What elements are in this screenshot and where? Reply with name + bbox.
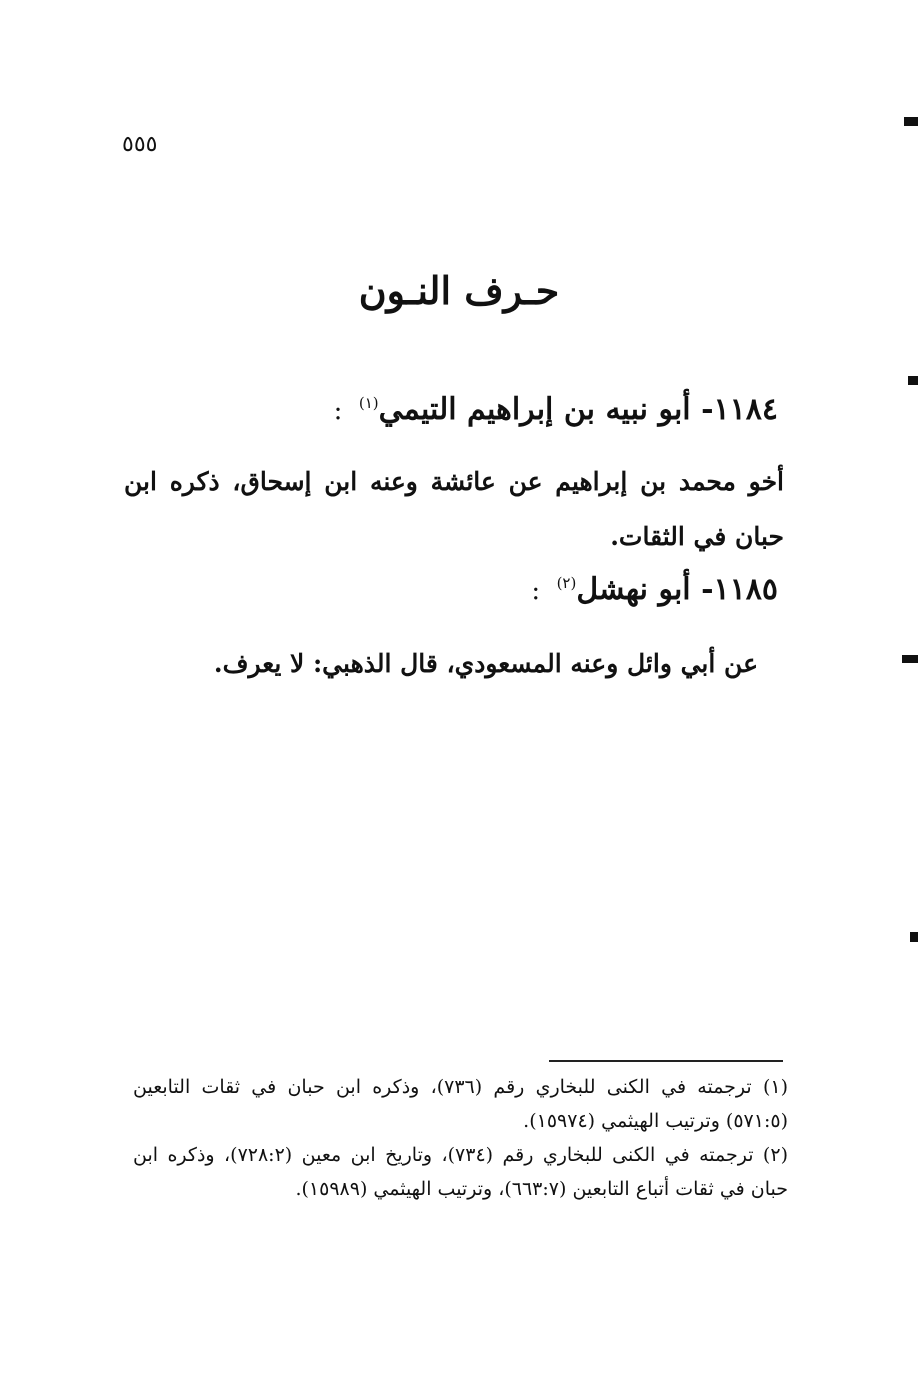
entry-name: أبو نهشل bbox=[576, 572, 691, 607]
footnote-ref: (٢) bbox=[556, 574, 577, 592]
scan-edge-mark bbox=[904, 117, 918, 126]
entry-name: أبو نبيه بن إبراهيم التيمي bbox=[378, 392, 691, 427]
scan-edge-mark bbox=[908, 376, 918, 385]
entry-colon: : bbox=[531, 576, 541, 606]
scan-edge-mark bbox=[910, 932, 918, 942]
entry-heading bbox=[118, 392, 778, 427]
entry-body: عن أبي وائل وعنه المسعودي، قال الذهبي: لا يعرف. bbox=[213, 649, 758, 678]
footnotes bbox=[133, 1070, 788, 1206]
footnote-ref: (١) bbox=[358, 394, 379, 412]
chapter-title: حـرف النـون bbox=[358, 268, 560, 313]
scan-edge-mark bbox=[902, 655, 918, 663]
entry-heading bbox=[118, 572, 778, 607]
footnote: (١) ترجمته في الكنى للبخاري رقم (٧٣٦)، وذكره ابن حبان في ثقات التابعين (٥٧١:٥) وترتيب الهيثمي (١٥٩٧٤). bbox=[133, 1076, 788, 1132]
entry-number: ١١٨٤- bbox=[701, 392, 778, 427]
entry-number: ١١٨٥- bbox=[701, 572, 778, 607]
footnote-divider bbox=[549, 1060, 783, 1062]
entry-body: أخو محمد بن إبراهيم عن عائشة وعنه ابن إسحاق، ذكره ابن حبان في الثقات. bbox=[124, 467, 784, 551]
page-number: ٥٥٥ bbox=[122, 132, 158, 157]
entry-colon: : bbox=[333, 396, 343, 426]
footnote: (٢) ترجمته في الكنى للبخاري رقم (٧٣٤)، وتاريخ ابن معين (٧٢٨:٢)، وذكره ابن حبان في ثقات أتباع التابعين (٦٦٣:٧)، وترتيب الهيثمي (١٥٩٨٩). bbox=[133, 1144, 788, 1200]
